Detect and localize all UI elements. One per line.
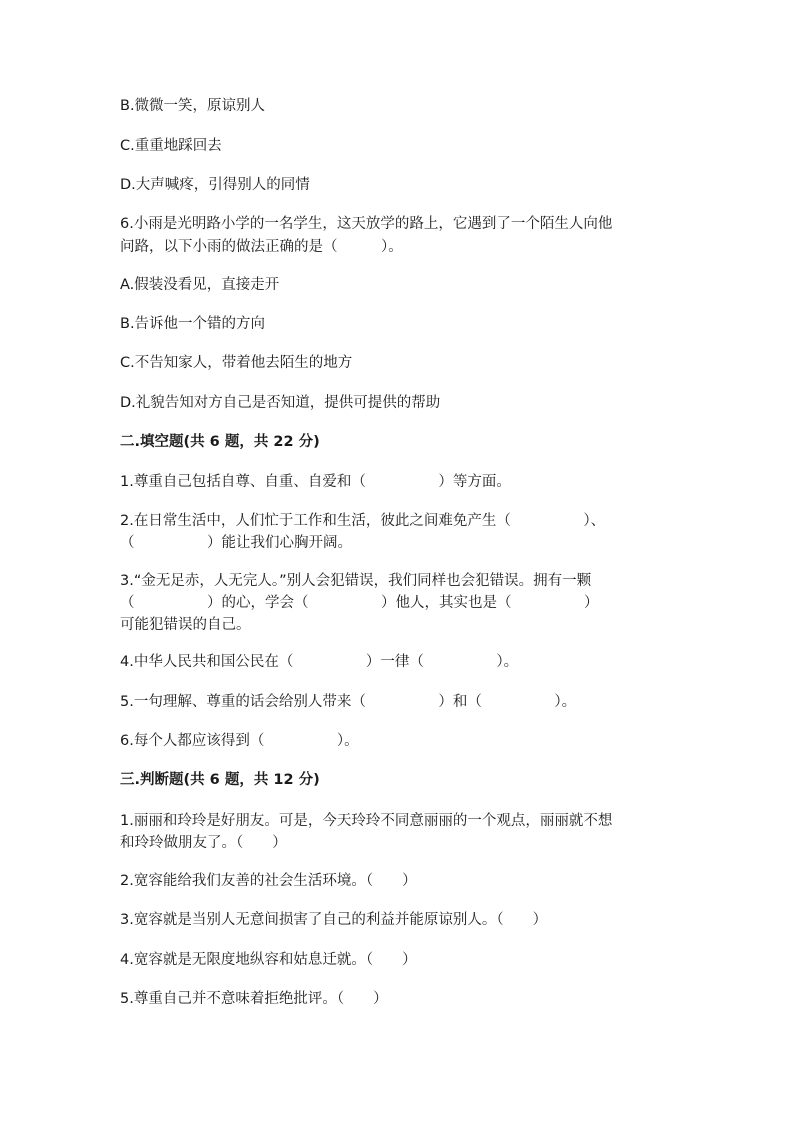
- fill-question-4: 4.中华人民共和国公民在（ ）一律（ ）。: [120, 654, 519, 670]
- question-6-line-1: 6.小雨是光明路小学的一名学生，这天放学的路上，它遇到了一个陌生人向他: [120, 216, 613, 232]
- fill-question-6: 6.每个人都应该得到（ ）。: [120, 733, 359, 749]
- judge-question-3: 3.宽容就是当别人无意间损害了自己的利益并能原谅别人。（ ）: [120, 912, 548, 928]
- option-6d: D.礼貌告知对方自己是否知道，提供可提供的帮助: [120, 395, 441, 411]
- fill-question-2-line-1: 2.在日常生活中，人们忙于工作和生活，彼此之间难免产生（ ）、: [120, 513, 606, 529]
- judge-question-4: 4.宽容就是无限度地纵容和姑息迁就。（ ）: [120, 952, 417, 968]
- judge-question-5: 5.尊重自己并不意味着拒绝批评。（ ）: [120, 991, 388, 1007]
- option-6c: C.不告知家人，带着他去陌生的地方: [120, 355, 353, 371]
- section-3-heading: 三.判断题(共 6 题，共 12 分): [120, 772, 320, 788]
- judge-question-1-line-1: 1.丽丽和玲玲是好朋友。可是，今天玲玲不同意丽丽的一个观点，丽丽就不想: [120, 813, 613, 829]
- option-5b: B.微微一笑，原谅别人: [120, 98, 266, 114]
- fill-question-2-line-2: （ ）能让我们心胸开阔。: [120, 535, 352, 551]
- fill-question-5: 5.一句理解、尊重的话会给别人带来（ ）和（ ）。: [120, 694, 577, 710]
- option-6b: B.告诉他一个错的方向: [120, 316, 266, 332]
- fill-question-3-line-3: 可能犯错误的自己。: [120, 617, 251, 633]
- judge-question-1-line-2: 和玲玲做朋友了。（ ）: [120, 835, 287, 851]
- judge-question-2: 2.宽容能给我们友善的社会生活环境。（ ）: [120, 873, 417, 889]
- section-2-heading: 二.填空题(共 6 题，共 22 分): [120, 434, 320, 450]
- option-6a: A.假装没看见，直接走开: [120, 277, 280, 293]
- fill-question-1: 1.尊重自己包括自尊、自重、自爱和（ ）等方面。: [120, 474, 511, 490]
- fill-question-3-line-2: （ ）的心，学会（ ）他人，其实也是（ ）: [120, 595, 599, 611]
- option-5c: C.重重地踩回去: [120, 138, 222, 154]
- option-5d: D.大声喊疼，引得别人的同情: [120, 177, 310, 193]
- fill-question-3-line-1: 3.“金无足赤，人无完人。”别人会犯错误，我们同样也会犯错误。拥有一颗: [120, 573, 592, 589]
- question-6-line-2: 问路，以下小雨的做法正确的是（ ）。: [120, 239, 403, 255]
